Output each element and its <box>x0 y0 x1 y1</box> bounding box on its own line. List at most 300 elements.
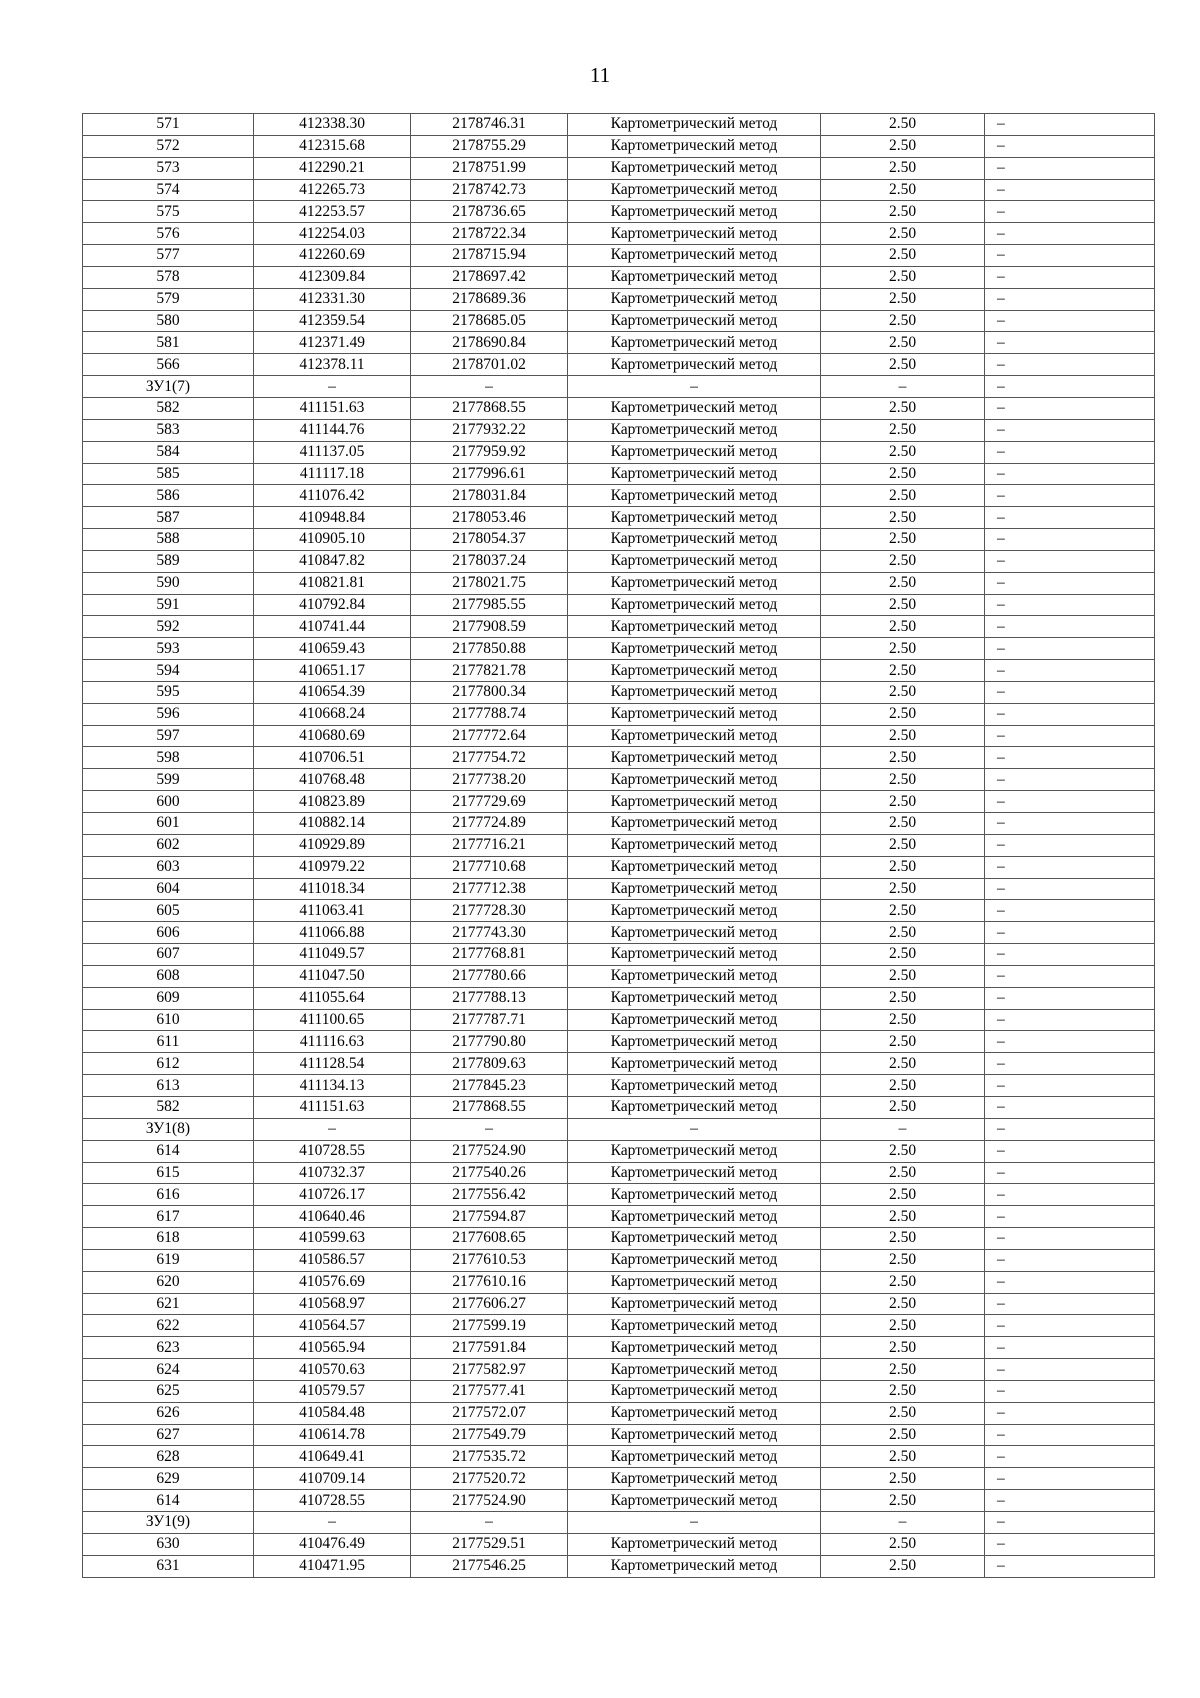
y-coordinate-cell: 2177591.84 <box>411 1337 568 1359</box>
accuracy-cell: 2.50 <box>821 201 985 223</box>
point-id-cell: ЗУ1(7) <box>83 376 254 398</box>
point-id-cell: 626 <box>83 1402 254 1424</box>
accuracy-cell: 2.50 <box>821 1271 985 1293</box>
table-row <box>83 485 1155 507</box>
note-cell: – <box>985 1206 1155 1228</box>
point-id-cell: 629 <box>83 1468 254 1490</box>
table-row <box>83 507 1155 529</box>
table-row <box>83 1271 1155 1293</box>
y-coordinate-cell: 2177712.38 <box>411 878 568 900</box>
note-cell: – <box>985 550 1155 572</box>
method-cell: Картометрический метод <box>568 681 821 703</box>
x-coordinate-cell: 411151.63 <box>254 397 411 419</box>
table-row <box>83 1228 1155 1250</box>
x-coordinate-cell: 410565.94 <box>254 1337 411 1359</box>
method-cell: Картометрический метод <box>568 288 821 310</box>
table-row <box>83 681 1155 703</box>
y-coordinate-cell: 2177610.53 <box>411 1249 568 1271</box>
note-cell: – <box>985 310 1155 332</box>
note-cell: – <box>985 594 1155 616</box>
y-coordinate-cell: 2177599.19 <box>411 1315 568 1337</box>
point-id-cell: 616 <box>83 1184 254 1206</box>
table-row <box>83 660 1155 682</box>
x-coordinate-cell: 411134.13 <box>254 1075 411 1097</box>
y-coordinate-cell: 2177524.90 <box>411 1490 568 1512</box>
point-id-cell: 627 <box>83 1424 254 1446</box>
y-coordinate-cell: 2177610.16 <box>411 1271 568 1293</box>
x-coordinate-cell: 410614.78 <box>254 1424 411 1446</box>
point-id-cell: 577 <box>83 245 254 267</box>
x-coordinate-cell: 410728.55 <box>254 1490 411 1512</box>
x-coordinate-cell: 410586.57 <box>254 1249 411 1271</box>
x-coordinate-cell: 410649.41 <box>254 1446 411 1468</box>
method-cell: Картометрический метод <box>568 987 821 1009</box>
method-cell: Картометрический метод <box>568 1315 821 1337</box>
accuracy-cell: 2.50 <box>821 594 985 616</box>
y-coordinate-cell: 2177738.20 <box>411 769 568 791</box>
accuracy-cell: 2.50 <box>821 660 985 682</box>
x-coordinate-cell: 410929.89 <box>254 834 411 856</box>
x-coordinate-cell: 410706.51 <box>254 747 411 769</box>
note-cell: – <box>985 1228 1155 1250</box>
method-cell: Картометрический метод <box>568 944 821 966</box>
table-row <box>83 1293 1155 1315</box>
point-id-cell: 613 <box>83 1075 254 1097</box>
table-row <box>83 1446 1155 1468</box>
x-coordinate-cell: 410768.48 <box>254 769 411 791</box>
x-coordinate-cell: 411018.34 <box>254 878 411 900</box>
point-id-cell: 615 <box>83 1162 254 1184</box>
y-coordinate-cell: 2178736.65 <box>411 201 568 223</box>
accuracy-cell: 2.50 <box>821 1096 985 1118</box>
accuracy-cell: 2.50 <box>821 965 985 987</box>
note-cell: – <box>985 1184 1155 1206</box>
x-coordinate-cell: 411137.05 <box>254 441 411 463</box>
x-coordinate-cell: – <box>254 376 411 398</box>
y-coordinate-cell: 2177524.90 <box>411 1140 568 1162</box>
method-cell: Картометрический метод <box>568 1031 821 1053</box>
note-cell: – <box>985 1293 1155 1315</box>
table-row <box>83 223 1155 245</box>
point-id-cell: 600 <box>83 791 254 813</box>
point-id-cell: 576 <box>83 223 254 245</box>
y-coordinate-cell: 2178746.31 <box>411 114 568 136</box>
point-id-cell: 603 <box>83 856 254 878</box>
x-coordinate-cell: 410709.14 <box>254 1468 411 1490</box>
point-id-cell: 584 <box>83 441 254 463</box>
method-cell: Картометрический метод <box>568 791 821 813</box>
note-cell: – <box>985 660 1155 682</box>
method-cell: Картометрический метод <box>568 507 821 529</box>
y-coordinate-cell: – <box>411 376 568 398</box>
y-coordinate-cell: 2177710.68 <box>411 856 568 878</box>
table-row <box>83 135 1155 157</box>
y-coordinate-cell: 2177788.13 <box>411 987 568 1009</box>
table-row <box>83 944 1155 966</box>
accuracy-cell: 2.50 <box>821 288 985 310</box>
section-header-row <box>83 376 1155 398</box>
note-cell: – <box>985 681 1155 703</box>
x-coordinate-cell: 410741.44 <box>254 616 411 638</box>
y-coordinate-cell: 2177868.55 <box>411 397 568 419</box>
method-cell: Картометрический метод <box>568 1380 821 1402</box>
point-id-cell: ЗУ1(9) <box>83 1512 254 1534</box>
accuracy-cell: 2.50 <box>821 1490 985 1512</box>
accuracy-cell: 2.50 <box>821 1380 985 1402</box>
point-id-cell: 601 <box>83 813 254 835</box>
y-coordinate-cell: 2177790.80 <box>411 1031 568 1053</box>
x-coordinate-cell: 410948.84 <box>254 507 411 529</box>
x-coordinate-cell: 411128.54 <box>254 1053 411 1075</box>
accuracy-cell: 2.50 <box>821 223 985 245</box>
x-coordinate-cell: 410584.48 <box>254 1402 411 1424</box>
x-coordinate-cell: 410576.69 <box>254 1271 411 1293</box>
y-coordinate-cell: 2177985.55 <box>411 594 568 616</box>
x-coordinate-cell: 410979.22 <box>254 856 411 878</box>
x-coordinate-cell: 411047.50 <box>254 965 411 987</box>
point-id-cell: 589 <box>83 550 254 572</box>
method-cell: Картометрический метод <box>568 1293 821 1315</box>
y-coordinate-cell: 2177582.97 <box>411 1359 568 1381</box>
note-cell: – <box>985 245 1155 267</box>
y-coordinate-cell: 2178053.46 <box>411 507 568 529</box>
point-id-cell: 590 <box>83 572 254 594</box>
y-coordinate-cell: 2178755.29 <box>411 135 568 157</box>
note-cell: – <box>985 463 1155 485</box>
x-coordinate-cell: 411049.57 <box>254 944 411 966</box>
accuracy-cell: 2.50 <box>821 616 985 638</box>
y-coordinate-cell: 2178701.02 <box>411 354 568 376</box>
note-cell: – <box>985 1162 1155 1184</box>
y-coordinate-cell: 2177787.71 <box>411 1009 568 1031</box>
table-row <box>83 201 1155 223</box>
table-row <box>83 1533 1155 1555</box>
y-coordinate-cell: 2177594.87 <box>411 1206 568 1228</box>
point-id-cell: 609 <box>83 987 254 1009</box>
x-coordinate-cell: 412371.49 <box>254 332 411 354</box>
note-cell: – <box>985 201 1155 223</box>
table-row <box>83 1424 1155 1446</box>
note-cell: – <box>985 813 1155 835</box>
table-row <box>83 1053 1155 1075</box>
y-coordinate-cell: 2177809.63 <box>411 1053 568 1075</box>
accuracy-cell: 2.50 <box>821 332 985 354</box>
x-coordinate-cell: 410579.57 <box>254 1380 411 1402</box>
accuracy-cell: 2.50 <box>821 1337 985 1359</box>
method-cell: Картометрический метод <box>568 1446 821 1468</box>
x-coordinate-cell: 412331.30 <box>254 288 411 310</box>
y-coordinate-cell: 2178697.42 <box>411 266 568 288</box>
table-row <box>83 1075 1155 1097</box>
y-coordinate-cell: 2177959.92 <box>411 441 568 463</box>
point-id-cell: 574 <box>83 179 254 201</box>
accuracy-cell: 2.50 <box>821 1031 985 1053</box>
x-coordinate-cell: – <box>254 1512 411 1534</box>
y-coordinate-cell: – <box>411 1118 568 1140</box>
method-cell: Картометрический метод <box>568 638 821 660</box>
x-coordinate-cell: 410726.17 <box>254 1184 411 1206</box>
method-cell: Картометрический метод <box>568 1075 821 1097</box>
section-header-row <box>83 1512 1155 1534</box>
accuracy-cell: 2.50 <box>821 1206 985 1228</box>
table-row <box>83 1402 1155 1424</box>
y-coordinate-cell: 2177780.66 <box>411 965 568 987</box>
table-row <box>83 463 1155 485</box>
point-id-cell: 586 <box>83 485 254 507</box>
point-id-cell: 566 <box>83 354 254 376</box>
point-id-cell: 598 <box>83 747 254 769</box>
note-cell: – <box>985 507 1155 529</box>
point-id-cell: 579 <box>83 288 254 310</box>
accuracy-cell: 2.50 <box>821 1468 985 1490</box>
note-cell: – <box>985 179 1155 201</box>
point-id-cell: 575 <box>83 201 254 223</box>
note-cell: – <box>985 441 1155 463</box>
point-id-cell: 608 <box>83 965 254 987</box>
note-cell: – <box>985 529 1155 551</box>
note-cell: – <box>985 1402 1155 1424</box>
point-id-cell: 597 <box>83 725 254 747</box>
accuracy-cell: 2.50 <box>821 1533 985 1555</box>
note-cell: – <box>985 1096 1155 1118</box>
point-id-cell: 594 <box>83 660 254 682</box>
note-cell: – <box>985 878 1155 900</box>
note-cell: – <box>985 114 1155 136</box>
method-cell: Картометрический метод <box>568 310 821 332</box>
method-cell: Картометрический метод <box>568 135 821 157</box>
method-cell: Картометрический метод <box>568 747 821 769</box>
point-id-cell: 583 <box>83 419 254 441</box>
point-id-cell: 612 <box>83 1053 254 1075</box>
table-row <box>83 856 1155 878</box>
point-id-cell: 582 <box>83 1096 254 1118</box>
note-cell: – <box>985 1337 1155 1359</box>
method-cell: Картометрический метод <box>568 660 821 682</box>
note-cell: – <box>985 987 1155 1009</box>
table-row <box>83 332 1155 354</box>
method-cell: Картометрический метод <box>568 485 821 507</box>
point-id-cell: 587 <box>83 507 254 529</box>
table-row <box>83 965 1155 987</box>
accuracy-cell: 2.50 <box>821 310 985 332</box>
method-cell: Картометрический метод <box>568 179 821 201</box>
method-cell: Картометрический метод <box>568 769 821 791</box>
y-coordinate-cell: 2178689.36 <box>411 288 568 310</box>
point-id-cell: 621 <box>83 1293 254 1315</box>
method-cell: Картометрический метод <box>568 201 821 223</box>
table-row <box>83 725 1155 747</box>
accuracy-cell: 2.50 <box>821 813 985 835</box>
point-id-cell: 604 <box>83 878 254 900</box>
method-cell: Картометрический метод <box>568 441 821 463</box>
y-coordinate-cell: 2177768.81 <box>411 944 568 966</box>
note-cell: – <box>985 135 1155 157</box>
method-cell: Картометрический метод <box>568 1271 821 1293</box>
accuracy-cell: 2.50 <box>821 922 985 944</box>
table-row <box>83 550 1155 572</box>
table-row <box>83 769 1155 791</box>
y-coordinate-cell: 2178037.24 <box>411 550 568 572</box>
accuracy-cell: 2.50 <box>821 572 985 594</box>
x-coordinate-cell: 410564.57 <box>254 1315 411 1337</box>
y-coordinate-cell: 2177800.34 <box>411 681 568 703</box>
accuracy-cell: 2.50 <box>821 769 985 791</box>
point-id-cell: 614 <box>83 1140 254 1162</box>
x-coordinate-cell: 410599.63 <box>254 1228 411 1250</box>
table-row <box>83 638 1155 660</box>
y-coordinate-cell: 2177908.59 <box>411 616 568 638</box>
method-cell: Картометрический метод <box>568 1359 821 1381</box>
accuracy-cell: 2.50 <box>821 1162 985 1184</box>
method-cell: Картометрический метод <box>568 1206 821 1228</box>
accuracy-cell: 2.50 <box>821 507 985 529</box>
method-cell: Картометрический метод <box>568 856 821 878</box>
point-id-cell: 605 <box>83 900 254 922</box>
point-id-cell: 619 <box>83 1249 254 1271</box>
accuracy-cell: 2.50 <box>821 529 985 551</box>
accuracy-cell: 2.50 <box>821 419 985 441</box>
accuracy-cell: 2.50 <box>821 1075 985 1097</box>
y-coordinate-cell: 2177540.26 <box>411 1162 568 1184</box>
x-coordinate-cell: 412253.57 <box>254 201 411 223</box>
x-coordinate-cell: 412378.11 <box>254 354 411 376</box>
y-coordinate-cell: 2177529.51 <box>411 1533 568 1555</box>
table-row <box>83 1184 1155 1206</box>
table-row <box>83 900 1155 922</box>
point-id-cell: 578 <box>83 266 254 288</box>
note-cell: – <box>985 1468 1155 1490</box>
point-id-cell: 585 <box>83 463 254 485</box>
y-coordinate-cell: 2177549.79 <box>411 1424 568 1446</box>
point-id-cell: 617 <box>83 1206 254 1228</box>
point-id-cell: 606 <box>83 922 254 944</box>
point-id-cell: 573 <box>83 157 254 179</box>
y-coordinate-cell: 2177716.21 <box>411 834 568 856</box>
point-id-cell: 625 <box>83 1380 254 1402</box>
x-coordinate-cell: 412265.73 <box>254 179 411 201</box>
method-cell: Картометрический метод <box>568 922 821 944</box>
x-coordinate-cell: 410792.84 <box>254 594 411 616</box>
x-coordinate-cell: 411117.18 <box>254 463 411 485</box>
method-cell: Картометрический метод <box>568 834 821 856</box>
x-coordinate-cell: 410640.46 <box>254 1206 411 1228</box>
x-coordinate-cell: 410821.81 <box>254 572 411 594</box>
accuracy-cell: 2.50 <box>821 1140 985 1162</box>
table-row <box>83 1490 1155 1512</box>
table-row <box>83 1555 1155 1577</box>
accuracy-cell: 2.50 <box>821 1402 985 1424</box>
note-cell: – <box>985 703 1155 725</box>
accuracy-cell: 2.50 <box>821 485 985 507</box>
method-cell: Картометрический метод <box>568 223 821 245</box>
table-row <box>83 397 1155 419</box>
accuracy-cell: 2.50 <box>821 157 985 179</box>
accuracy-cell: 2.50 <box>821 834 985 856</box>
accuracy-cell: 2.50 <box>821 878 985 900</box>
note-cell: – <box>985 1009 1155 1031</box>
method-cell: Картометрический метод <box>568 266 821 288</box>
accuracy-cell: 2.50 <box>821 266 985 288</box>
x-coordinate-cell: 410471.95 <box>254 1555 411 1577</box>
accuracy-cell: 2.50 <box>821 1293 985 1315</box>
accuracy-cell: 2.50 <box>821 681 985 703</box>
point-id-cell: 622 <box>83 1315 254 1337</box>
method-cell: Картометрический метод <box>568 1249 821 1271</box>
point-id-cell: 614 <box>83 1490 254 1512</box>
accuracy-cell: 2.50 <box>821 245 985 267</box>
table-row <box>83 310 1155 332</box>
note-cell: – <box>985 638 1155 660</box>
accuracy-cell: 2.50 <box>821 441 985 463</box>
point-id-cell: 623 <box>83 1337 254 1359</box>
point-id-cell: 571 <box>83 114 254 136</box>
y-coordinate-cell: 2177729.69 <box>411 791 568 813</box>
x-coordinate-cell: 411066.88 <box>254 922 411 944</box>
table-row <box>83 114 1155 136</box>
note-cell: – <box>985 1555 1155 1577</box>
accuracy-cell: 2.50 <box>821 725 985 747</box>
y-coordinate-cell: 2178031.84 <box>411 485 568 507</box>
x-coordinate-cell: 410476.49 <box>254 1533 411 1555</box>
method-cell: Картометрический метод <box>568 1424 821 1446</box>
table-row <box>83 1380 1155 1402</box>
x-coordinate-cell: 412290.21 <box>254 157 411 179</box>
x-coordinate-cell: 410654.39 <box>254 681 411 703</box>
accuracy-cell: 2.50 <box>821 1228 985 1250</box>
point-id-cell: 610 <box>83 1009 254 1031</box>
method-cell: Картометрический метод <box>568 397 821 419</box>
point-id-cell: 628 <box>83 1446 254 1468</box>
y-coordinate-cell: 2178715.94 <box>411 245 568 267</box>
note-cell: – <box>985 1359 1155 1381</box>
accuracy-cell: 2.50 <box>821 354 985 376</box>
y-coordinate-cell: 2177724.89 <box>411 813 568 835</box>
y-coordinate-cell: 2178722.34 <box>411 223 568 245</box>
note-cell: – <box>985 616 1155 638</box>
note-cell: – <box>985 900 1155 922</box>
method-cell: Картометрический метод <box>568 1140 821 1162</box>
table-row <box>83 1315 1155 1337</box>
method-cell: Картометрический метод <box>568 878 821 900</box>
note-cell: – <box>985 419 1155 441</box>
accuracy-cell: 2.50 <box>821 1424 985 1446</box>
x-coordinate-cell: – <box>254 1118 411 1140</box>
note-cell: – <box>985 747 1155 769</box>
table-row <box>83 987 1155 1009</box>
coordinates-table-body <box>83 114 1155 1578</box>
note-cell: – <box>985 1118 1155 1140</box>
point-id-cell: 611 <box>83 1031 254 1053</box>
method-cell: Картометрический метод <box>568 1053 821 1075</box>
note-cell: – <box>985 1490 1155 1512</box>
y-coordinate-cell: 2177743.30 <box>411 922 568 944</box>
note-cell: – <box>985 1424 1155 1446</box>
method-cell: – <box>568 376 821 398</box>
x-coordinate-cell: 410651.17 <box>254 660 411 682</box>
accuracy-cell: 2.50 <box>821 638 985 660</box>
table-row <box>83 179 1155 201</box>
note-cell: – <box>985 1075 1155 1097</box>
x-coordinate-cell: 411076.42 <box>254 485 411 507</box>
coordinates-table <box>82 113 1155 1578</box>
note-cell: – <box>985 1512 1155 1534</box>
accuracy-cell: – <box>821 1118 985 1140</box>
table-row <box>83 572 1155 594</box>
x-coordinate-cell: 412315.68 <box>254 135 411 157</box>
x-coordinate-cell: 411063.41 <box>254 900 411 922</box>
x-coordinate-cell: 412254.03 <box>254 223 411 245</box>
table-row <box>83 1468 1155 1490</box>
